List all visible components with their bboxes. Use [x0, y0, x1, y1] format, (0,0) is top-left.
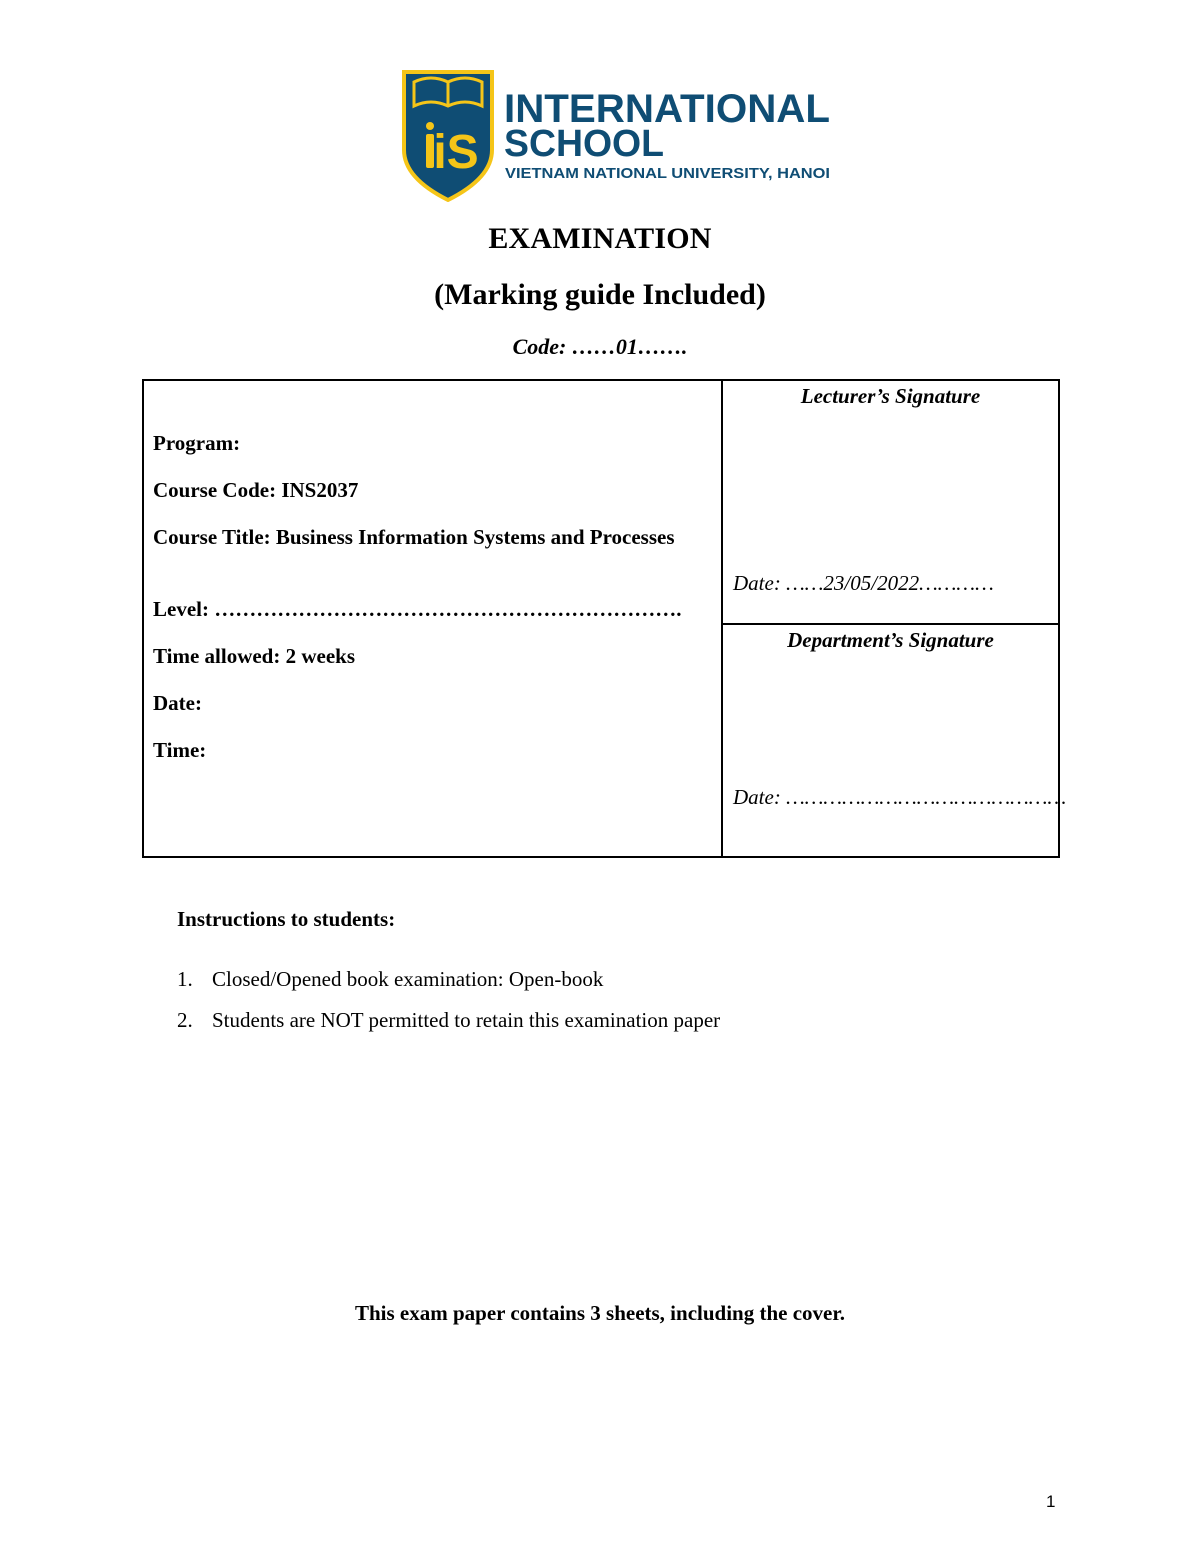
exam-info-table — [142, 379, 1067, 858]
school-logo-graphic — [400, 66, 840, 202]
lecturer-signature-heading: Lecturer’s Signature — [800, 384, 981, 408]
instruction-text: Closed/Opened book examination: Open-book — [212, 967, 604, 991]
instruction-number: 1. — [177, 967, 193, 991]
program-field: Program: — [153, 431, 241, 455]
instruction-item — [177, 967, 603, 992]
exam-title: EXAMINATION — [488, 222, 712, 255]
logo-line-university: VIETNAM NATIONAL UNIVERSITY, HANOI — [505, 165, 830, 182]
department-signature-heading: Department’s Signature — [787, 628, 994, 652]
course-info-cell — [144, 381, 723, 856]
school-logo — [400, 66, 840, 202]
level-field: Level: …………………………………………………………. — [153, 597, 682, 621]
course-code-field: Course Code: INS2037 — [153, 478, 359, 502]
time-allowed-field: Time allowed: 2 weeks — [153, 644, 356, 668]
signature-column — [723, 381, 1067, 856]
exam-code: Code: ……01……. — [512, 334, 688, 359]
department-signature-date: Date: ……………………………………… — [733, 785, 1067, 809]
instructions-heading: Instructions to students: — [177, 907, 396, 931]
emblem-letters: iS — [433, 126, 479, 179]
instruction-item — [177, 1008, 720, 1033]
department-signature-box — [723, 625, 1067, 856]
lecturer-signature-date: Date: ……23/05/2022………… — [733, 571, 994, 595]
exam-subtitle: (Marking guide Included) — [434, 278, 766, 311]
time-field: Time: — [153, 738, 207, 762]
logo-line-international: INTERNATIONAL — [504, 87, 830, 131]
course-title-field: Course Title: Business Information Systems and Processes — [153, 525, 675, 549]
logo-line-school: SCHOOL — [504, 123, 664, 165]
lecturer-signature-box — [723, 381, 1058, 625]
instruction-text: Students are NOT permitted to retain this examination paper — [212, 1008, 721, 1032]
date-field: Date: — [153, 691, 202, 715]
instruction-number: 2. — [177, 1008, 193, 1032]
page-number: 1 — [1046, 1492, 1056, 1511]
sheet-count-note: This exam paper contains 3 sheets, including the cover. — [354, 1301, 846, 1325]
shield-emblem-icon — [404, 72, 492, 200]
